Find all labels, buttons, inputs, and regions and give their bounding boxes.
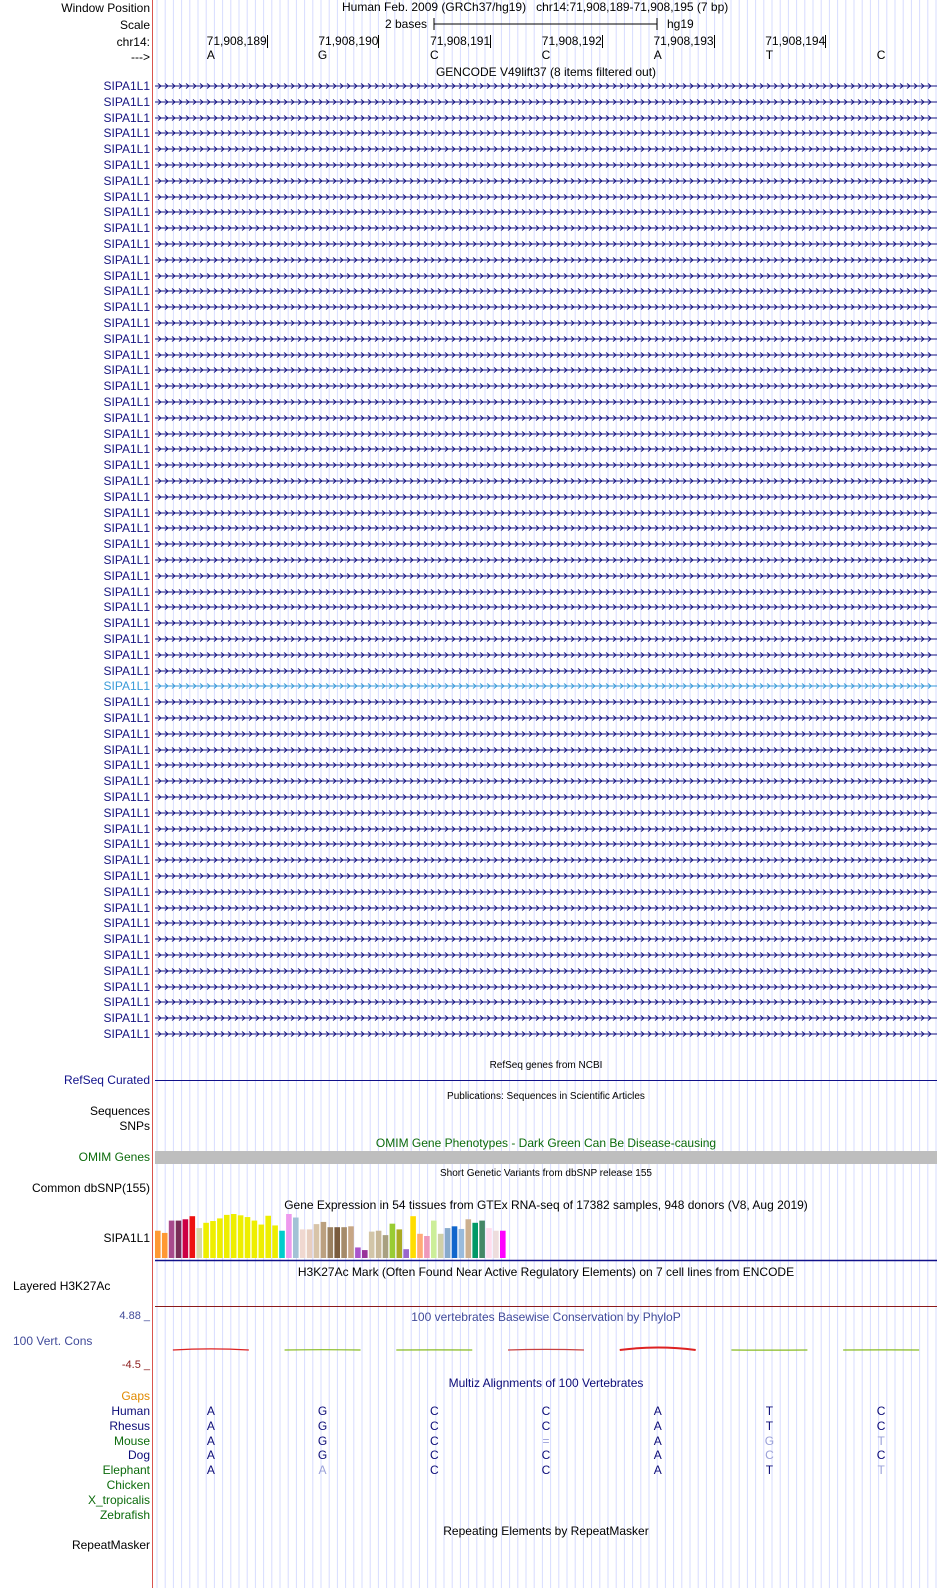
gtex-tissue-bar[interactable] (155, 1231, 161, 1258)
cons-score-mark (620, 1348, 696, 1351)
gencode-gene-label[interactable]: SIPA1L1 (103, 205, 150, 220)
scale-label: Scale (119, 18, 150, 32)
multiz-base: = (542, 1433, 550, 1448)
multiz-species-label[interactable]: Dog (127, 1448, 150, 1463)
coord-tick-label: 71,908,189 (206, 34, 267, 48)
gencode-transcript[interactable] (155, 492, 937, 502)
base-letter: C (541, 48, 551, 62)
gencode-transcript[interactable] (155, 887, 937, 897)
base-letter: A (653, 48, 662, 62)
gencode-transcript[interactable] (155, 81, 937, 91)
gtex-tissue-bar[interactable] (459, 1229, 465, 1258)
gencode-gene-label[interactable]: SIPA1L1 (103, 869, 150, 883)
gtex-tissue-bar[interactable] (452, 1226, 458, 1258)
gencode-gene-label[interactable]: SIPA1L1 (103, 711, 150, 725)
gencode-gene-label[interactable]: SIPA1L1 (103, 568, 150, 583)
gencode-transcript[interactable] (155, 207, 937, 217)
gencode-gene-label[interactable]: SIPA1L1 (103, 963, 150, 978)
h3k27ac-label[interactable]: Layered H3K27Ac (13, 1279, 111, 1293)
gencode-gene-label[interactable]: SIPA1L1 (103, 805, 150, 820)
gencode-gene-label[interactable]: SIPA1L1 (103, 837, 150, 852)
gencode-gene-label[interactable]: SIPA1L1 (103, 679, 150, 694)
refseq-feature[interactable] (155, 1080, 937, 1081)
cons-title[interactable]: 100 vertebrates Basewise Conservation by PhyloP (411, 1310, 681, 1324)
gencode-gene-label[interactable]: SIPA1L1 (103, 790, 150, 804)
gencode-gene-label[interactable]: SIPA1L1 (103, 663, 150, 678)
cons-ymin: -4.5 _ (121, 1359, 150, 1371)
gtex-tissue-bar[interactable] (328, 1227, 334, 1258)
gencode-transcript[interactable] (155, 413, 937, 423)
gtex-tissue-bar[interactable] (397, 1229, 403, 1258)
gencode-gene-label[interactable]: SIPA1L1 (103, 553, 150, 567)
multiz-base: G (317, 1433, 328, 1448)
gencode-transcript[interactable] (155, 255, 937, 265)
gencode-gene-label[interactable]: SIPA1L1 (103, 853, 150, 868)
gencode-gene-label[interactable]: SIPA1L1 (103, 426, 150, 441)
gtex-tissue-bar[interactable] (224, 1215, 230, 1258)
gtex-tissue-bar[interactable] (341, 1227, 347, 1258)
gencode-transcript[interactable] (155, 713, 937, 723)
gencode-gene-label[interactable]: SIPA1L1 (103, 79, 150, 93)
repeatmasker-title[interactable]: Repeating Elements by RepeatMasker (443, 1524, 649, 1538)
multiz-base: C (429, 1463, 439, 1478)
gencode-gene-label[interactable]: SIPA1L1 (103, 537, 150, 552)
scale-text: 2 bases (385, 17, 428, 31)
gencode-title[interactable]: GENCODE V49lift37 (8 items filtered out) (435, 65, 657, 79)
gencode-transcript[interactable] (155, 144, 937, 154)
gencode-gene-label[interactable]: SIPA1L1 (103, 379, 150, 394)
gencode-transcript[interactable] (155, 271, 937, 281)
gencode-transcript[interactable] (155, 571, 937, 581)
gencode-transcript[interactable] (155, 176, 937, 186)
gtex-tissue-bar[interactable] (369, 1232, 375, 1258)
gencode-gene-label[interactable]: SIPA1L1 (103, 221, 150, 236)
gencode-gene-label[interactable]: SIPA1L1 (103, 158, 150, 172)
gencode-gene-label[interactable]: SIPA1L1 (103, 616, 150, 631)
gencode-transcript[interactable] (155, 745, 937, 755)
gencode-transcript[interactable] (155, 128, 937, 138)
gtex-tissue-bar[interactable] (245, 1217, 251, 1258)
gencode-transcript[interactable] (155, 650, 937, 660)
gtex-tissue-bar[interactable] (217, 1218, 223, 1258)
gencode-gene-label[interactable]: SIPA1L1 (103, 900, 150, 915)
coord-tick-label: 71,908,194 (765, 34, 826, 48)
gencode-transcript[interactable] (155, 476, 937, 486)
gtex-tissue-bar[interactable] (362, 1250, 368, 1258)
gencode-transcript[interactable] (155, 776, 937, 786)
gencode-gene-label[interactable]: SIPA1L1 (103, 126, 150, 141)
gencode-gene-label[interactable]: SIPA1L1 (103, 742, 150, 757)
gencode-transcript[interactable] (155, 587, 937, 597)
h3k27ac-baseline (155, 1306, 937, 1307)
gencode-gene-label[interactable]: SIPA1L1 (103, 647, 150, 662)
omim-feature-bar[interactable] (155, 1151, 937, 1164)
multiz-base: C (541, 1418, 551, 1433)
gencode-gene-label[interactable]: SIPA1L1 (103, 758, 150, 773)
multiz-title[interactable]: Multiz Alignments of 100 Vertebrates (448, 1376, 644, 1390)
gencode-gene-label[interactable]: SIPA1L1 (103, 600, 150, 615)
gencode-transcript[interactable] (155, 618, 937, 628)
gencode-transcript[interactable] (155, 918, 937, 928)
multiz-base: C (876, 1418, 886, 1433)
gencode-transcript[interactable] (155, 808, 937, 818)
gtex-tissue-bar[interactable] (169, 1221, 175, 1258)
gencode-gene-label[interactable]: SIPA1L1 (103, 173, 150, 188)
gencode-transcript[interactable] (155, 539, 937, 549)
coord-tick (267, 35, 268, 48)
base-letter: T (765, 48, 774, 62)
multiz-base: T (765, 1463, 774, 1478)
multiz-species-label[interactable]: Zebrafish (99, 1507, 150, 1522)
coord-tick (490, 35, 491, 48)
gencode-transcript[interactable] (155, 192, 937, 202)
refseq-title[interactable]: RefSeq genes from NCBI (489, 1060, 603, 1071)
gencode-gene-label[interactable]: SIPA1L1 (103, 237, 150, 251)
gtex-tissue-bar[interactable] (286, 1214, 292, 1258)
gencode-gene-label[interactable]: SIPA1L1 (103, 189, 150, 204)
gtex-tissue-bar[interactable] (176, 1221, 182, 1258)
multiz-base: T (765, 1404, 774, 1418)
multiz-species-label[interactable]: Human (111, 1404, 150, 1418)
gencode-gene-label[interactable]: SIPA1L1 (103, 774, 150, 789)
gencode-gene-label[interactable]: SIPA1L1 (103, 979, 150, 994)
gtex-tissue-bar[interactable] (348, 1226, 354, 1258)
gencode-transcript[interactable] (155, 966, 937, 976)
label-divider (152, 0, 153, 1588)
db-label: hg19 (667, 17, 694, 31)
multiz-base: T (877, 1433, 885, 1448)
multiz-base: A (653, 1404, 662, 1418)
gencode-transcript[interactable] (155, 997, 937, 1007)
gtex-tissue-bar[interactable] (472, 1223, 478, 1258)
base-letter: G (317, 48, 328, 62)
gencode-transcript[interactable] (155, 318, 937, 328)
gencode-transcript[interactable] (155, 855, 937, 865)
multiz-base: A (653, 1433, 662, 1448)
cons-score-mark (508, 1349, 584, 1350)
gencode-transcript[interactable] (155, 950, 937, 960)
multiz-base: A (653, 1463, 662, 1478)
gencode-transcript[interactable] (155, 350, 937, 360)
gencode-transcript[interactable] (155, 1013, 937, 1023)
omim-label[interactable]: OMIM Genes (78, 1150, 150, 1164)
gencode-transcript[interactable] (155, 286, 937, 296)
gencode-transcript[interactable] (155, 365, 937, 375)
multiz-base: C (429, 1433, 439, 1448)
gtex-tissue-bar[interactable] (500, 1231, 506, 1258)
gtex-tissue-bar[interactable] (259, 1225, 265, 1258)
coord-tick (378, 35, 379, 48)
gtex-tissue-bar[interactable] (162, 1233, 168, 1258)
gencode-gene-label[interactable]: SIPA1L1 (103, 410, 150, 425)
strand-label: ---> (131, 50, 150, 64)
gencode-gene-label[interactable]: SIPA1L1 (103, 458, 150, 473)
multiz-species-label[interactable]: Elephant (102, 1463, 150, 1478)
gencode-gene-label[interactable]: SIPA1L1 (103, 995, 150, 1010)
multiz-base: C (541, 1463, 551, 1478)
gencode-gene-label[interactable]: SIPA1L1 (103, 1027, 150, 1041)
gtex-tissue-bar[interactable] (279, 1231, 285, 1258)
multiz-base: A (206, 1404, 215, 1418)
coord-tick-label: 71,908,191 (430, 34, 491, 48)
gencode-transcript[interactable] (155, 239, 937, 249)
cons-plot[interactable] (155, 1316, 937, 1372)
multiz-base: A (206, 1433, 215, 1448)
gencode-transcript[interactable] (155, 729, 937, 739)
gtex-tissue-bar[interactable] (383, 1235, 389, 1258)
multiz-species-label[interactable]: Chicken (106, 1478, 150, 1492)
chrom-label: chr14: (116, 35, 150, 49)
gencode-gene-label[interactable]: SIPA1L1 (103, 474, 150, 488)
multiz-species-label[interactable]: X_tropicalis (87, 1492, 150, 1507)
gtex-tissue-bar[interactable] (238, 1215, 244, 1258)
gtex-tissue-bar[interactable] (424, 1236, 430, 1258)
coord-tick (602, 35, 603, 48)
cons-label[interactable]: 100 Vert. Cons (13, 1334, 93, 1348)
gtex-tissue-bar[interactable] (355, 1247, 361, 1258)
gtex-tissue-bar[interactable] (252, 1221, 258, 1258)
gtex-tissue-bar[interactable] (376, 1231, 382, 1258)
multiz-base: C (541, 1404, 551, 1418)
base-letter: A (206, 48, 215, 62)
gtex-tissue-bar[interactable] (486, 1228, 492, 1258)
gtex-tissue-bar[interactable] (445, 1228, 451, 1258)
gencode-gene-label[interactable]: SIPA1L1 (103, 948, 150, 962)
multiz-species-label[interactable]: Rhesus (109, 1418, 150, 1433)
gencode-transcript[interactable] (155, 681, 937, 691)
multiz-base: T (877, 1463, 885, 1478)
repeatmasker-label[interactable]: RepeatMasker (71, 1538, 150, 1552)
coord-tick-label: 71,908,193 (653, 34, 714, 48)
multiz-base: C (429, 1404, 439, 1418)
coord-tick-label: 71,908,192 (541, 34, 602, 48)
base-letter: C (429, 48, 439, 62)
gtex-tissue-bar[interactable] (231, 1214, 237, 1258)
multiz-base: A (653, 1418, 662, 1433)
gencode-transcript[interactable] (155, 460, 937, 470)
gencode-transcript[interactable] (155, 982, 937, 992)
multiz-base: C (429, 1448, 439, 1463)
gtex-tissue-bar[interactable] (390, 1224, 396, 1258)
multiz-base: C (429, 1418, 439, 1433)
multiz-species-label[interactable]: Mouse (113, 1433, 150, 1448)
gencode-transcript[interactable] (155, 429, 937, 439)
h3k27ac-title[interactable]: H3K27Ac Mark (Often Found Near Active Regulatory Elements) on 7 cell lines from ENCODE (297, 1265, 795, 1279)
multiz-base: T (765, 1418, 774, 1433)
multiz-base: A (318, 1463, 327, 1478)
gencode-transcript[interactable] (155, 302, 937, 312)
gencode-transcript[interactable] (155, 508, 937, 518)
gtex-tissue-bar[interactable] (334, 1227, 340, 1258)
gencode-gene-label[interactable]: SIPA1L1 (103, 695, 150, 710)
gencode-transcript[interactable] (155, 934, 937, 944)
gencode-transcript[interactable] (155, 97, 937, 107)
gencode-transcript[interactable] (155, 444, 937, 454)
gtex-tissue-bar[interactable] (321, 1222, 327, 1258)
gencode-gene-label[interactable]: SIPA1L1 (103, 395, 150, 409)
gencode-gene-label[interactable]: SIPA1L1 (103, 726, 150, 741)
gencode-gene-label[interactable]: SIPA1L1 (103, 316, 150, 330)
scale-bar (433, 17, 659, 31)
gencode-transcript[interactable] (155, 381, 937, 391)
multiz-base: A (206, 1463, 215, 1478)
gtex-tissue-bar[interactable] (417, 1234, 423, 1258)
gencode-transcript[interactable] (155, 697, 937, 707)
gtex-tissue-bar[interactable] (438, 1234, 444, 1258)
gencode-transcript[interactable] (155, 666, 937, 676)
multiz-base: C (876, 1448, 886, 1463)
gencode-gene-label[interactable]: SIPA1L1 (103, 268, 150, 283)
cons-ymax: 4.88 _ (119, 1310, 150, 1322)
gencode-transcript[interactable] (155, 223, 937, 233)
gencode-gene-label[interactable]: SIPA1L1 (103, 884, 150, 899)
multiz-base: C (765, 1448, 774, 1463)
multiz-base: G (317, 1448, 328, 1463)
gencode-gene-label[interactable]: SIPA1L1 (103, 363, 150, 378)
gencode-transcript[interactable] (155, 824, 937, 834)
multiz-base: A (206, 1418, 215, 1433)
gencode-transcript[interactable] (155, 523, 937, 533)
gencode-gene-label[interactable]: SIPA1L1 (103, 584, 150, 599)
gtex-label[interactable]: SIPA1L1 (103, 1231, 150, 1245)
gtex-tissue-bar[interactable] (272, 1225, 278, 1258)
multiz-base: G (317, 1418, 328, 1433)
multiz-base: C (876, 1404, 886, 1418)
gtex-tissue-bar[interactable] (410, 1216, 416, 1258)
pubs-sequences-label[interactable]: Sequences (89, 1104, 150, 1118)
gtex-tissue-bar[interactable] (300, 1229, 306, 1258)
multiz-base: C (541, 1448, 551, 1463)
gtex-tissue-bar[interactable] (466, 1219, 472, 1258)
gencode-transcript[interactable] (155, 792, 937, 802)
window-position-label: Window Position (61, 1, 150, 15)
coord-tick (825, 35, 826, 48)
gencode-gene-label[interactable]: SIPA1L1 (103, 142, 150, 157)
gtex-tissue-bar[interactable] (403, 1249, 409, 1258)
gtex-title[interactable]: Gene Expression in 54 tissues from GTEx RNA-seq of 17382 samples, 948 donors (V8, Aug 2019) (284, 1198, 808, 1212)
gencode-transcript[interactable] (155, 555, 937, 565)
gencode-transcript[interactable] (155, 397, 937, 407)
multiz-base: G (317, 1404, 328, 1418)
gtex-tissue-bar[interactable] (203, 1223, 209, 1258)
gtex-tissue-bar[interactable] (307, 1229, 313, 1258)
gencode-gene-label[interactable]: SIPA1L1 (103, 489, 150, 504)
assembly-title: Human Feb. 2009 (GRCh37/hg19) chr14:71,908,189-71,908,195 (7 bp) (342, 0, 729, 14)
gencode-gene-label[interactable]: SIPA1L1 (103, 505, 150, 520)
base-letter: C (876, 48, 886, 62)
gtex-tissue-bar[interactable] (196, 1228, 202, 1258)
pubs-title[interactable]: Publications: Sequences in Scientific Articles (447, 1091, 645, 1102)
gtex-tissue-bar[interactable] (210, 1221, 216, 1258)
gencode-gene-label[interactable]: SIPA1L1 (103, 916, 150, 931)
gencode-transcript[interactable] (155, 334, 937, 344)
gtex-tissue-bar[interactable] (190, 1216, 196, 1258)
refseq-label[interactable]: RefSeq Curated (63, 1073, 150, 1087)
gencode-gene-label[interactable]: SIPA1L1 (103, 110, 150, 125)
gencode-gene-label[interactable]: SIPA1L1 (103, 252, 150, 267)
gencode-gene-label[interactable]: SIPA1L1 (103, 284, 150, 299)
gencode-gene-label[interactable]: SIPA1L1 (103, 521, 150, 536)
gtex-tissue-bar[interactable] (314, 1224, 320, 1258)
cons-score-mark (173, 1349, 249, 1350)
gencode-gene-label[interactable]: SIPA1L1 (103, 632, 150, 646)
position-text: chr14:71,908,189-71,908,195 (7 bp) (536, 0, 729, 14)
gencode-gene-label[interactable]: SIPA1L1 (103, 300, 150, 315)
gencode-gene-label[interactable]: SIPA1L1 (103, 821, 150, 836)
omim-title[interactable]: OMIM Gene Phenotypes - Dark Green Can Be Disease-causing (375, 1136, 717, 1150)
coord-tick-label: 71,908,190 (318, 34, 379, 48)
gencode-transcript[interactable] (155, 760, 937, 770)
gtex-bar-chart[interactable] (155, 1210, 937, 1264)
gencode-transcript[interactable] (155, 602, 937, 612)
gtex-tissue-bar[interactable] (431, 1221, 437, 1258)
dbsnp-label[interactable]: Common dbSNP(155) (31, 1181, 150, 1195)
gencode-transcript[interactable] (155, 839, 937, 849)
gtex-tissue-bar[interactable] (479, 1221, 485, 1258)
gencode-gene-label[interactable]: SIPA1L1 (103, 331, 150, 346)
multiz-base: A (653, 1448, 662, 1463)
gencode-transcript[interactable] (155, 903, 937, 913)
gencode-transcript[interactable] (155, 1029, 937, 1039)
gencode-gene-label[interactable]: SIPA1L1 (103, 1011, 150, 1026)
gencode-transcript[interactable] (155, 113, 937, 123)
gencode-transcript[interactable] (155, 634, 937, 644)
gencode-transcript[interactable] (155, 160, 937, 170)
gtex-tissue-bar[interactable] (183, 1219, 189, 1258)
gtex-tissue-bar[interactable] (265, 1216, 271, 1258)
gtex-tissue-bar[interactable] (493, 1231, 499, 1258)
gtex-tissue-bar[interactable] (293, 1218, 299, 1258)
gencode-gene-label[interactable]: SIPA1L1 (103, 94, 150, 109)
pubs-snps-label[interactable]: SNPs (119, 1119, 150, 1133)
coord-tick (714, 35, 715, 48)
gaps-label[interactable]: Gaps (121, 1389, 150, 1403)
gencode-gene-label[interactable]: SIPA1L1 (103, 347, 150, 362)
gencode-transcript[interactable] (155, 871, 937, 881)
multiz-base: G (764, 1433, 775, 1448)
multiz-base: A (206, 1448, 215, 1463)
gencode-gene-label[interactable]: SIPA1L1 (103, 442, 150, 457)
gencode-gene-label[interactable]: SIPA1L1 (103, 932, 150, 947)
dbsnp-title[interactable]: Short Genetic Variants from dbSNP release 155 (440, 1168, 652, 1179)
